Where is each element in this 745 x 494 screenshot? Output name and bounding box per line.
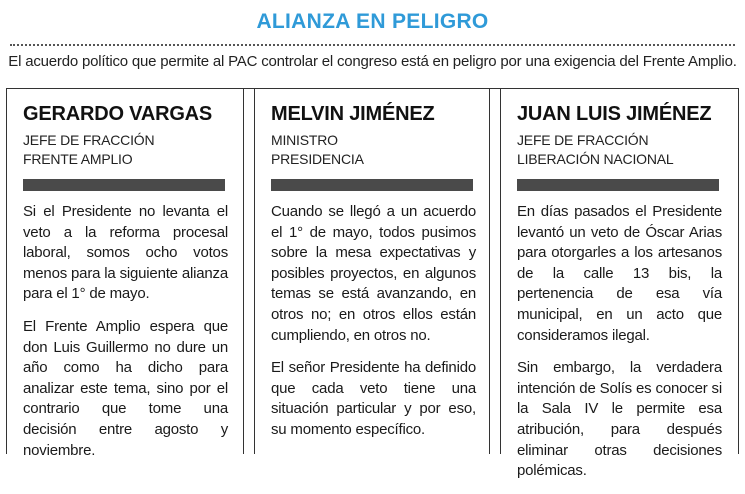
quote-column-gerardo-vargas [6,89,244,459]
quote-paragraph: Cuando se llegó a un acuerdo el 1° de mayo, todos pusimos sobre la mesa expectativas y posibles proyectos, en algunos temas se está avanzando, en otros no; en otros ellos están cumpliendo, en otros no. [271,203,476,344]
quote-paragraph: En días pasados el Presidente levantó un veto de Óscar Arias para otorgarles a los artesanos de la calle 13 bis, la pertenencia de esa vía municipal, en un acto que consideramos ilegal. [517,203,722,344]
quote-paragraph: El Frente Amplio espera que don Luis Guillermo no dure un año como ha dicho para analizar este tema, sino por el contrario que tome una decisión entre agosto y noviembre. [23,317,228,459]
person-affiliation: LIBERACIÓN NACIONAL [517,151,674,167]
person-role: MINISTRO [271,132,338,148]
person-role: JEFE DE FRACCIÓN [517,132,649,148]
page-title: ALIANZA EN PELIGRO [256,10,489,33]
page-subtitle: El acuerdo político que permite al PAC controlar el congreso está en peligro por una exigencia del Frente Amplio. [8,53,737,70]
quote-text [517,202,722,494]
section-bar [23,179,225,191]
person-affiliation: FRENTE AMPLIO [23,151,133,167]
person-name: GERARDO VARGAS [23,103,213,125]
person-role: JEFE DE FRACCIÓN [23,132,155,148]
person-affiliation: PRESIDENCIA [271,151,364,167]
quote-text [23,202,228,473]
quote-paragraph: Si el Presidente no levanta el veto a la reforma procesal laboral, somos ocho votos menos para la siguiente alianza para el 1° de mayo. [23,203,228,303]
quote-column-juan-luis-jimenez [500,89,739,480]
quote-paragraph: El señor Presidente ha definido que cada veto tiene una situación particular y por eso, su momento específico. [271,359,476,438]
quote-paragraph: Sin embargo, la verdadera intención de Solís es conocer si la Sala IV le permite esa atribución, para después eliminar otras decisiones polémicas. [517,359,722,480]
quote-text [271,202,476,453]
person-name: MELVIN JIMÉNEZ [271,103,435,125]
section-bar [517,179,719,191]
section-bar [271,179,473,191]
person-name: JUAN LUIS JIMÉNEZ [517,103,712,125]
dotted-divider [10,44,735,46]
quote-column-melvin-jimenez [254,89,490,454]
